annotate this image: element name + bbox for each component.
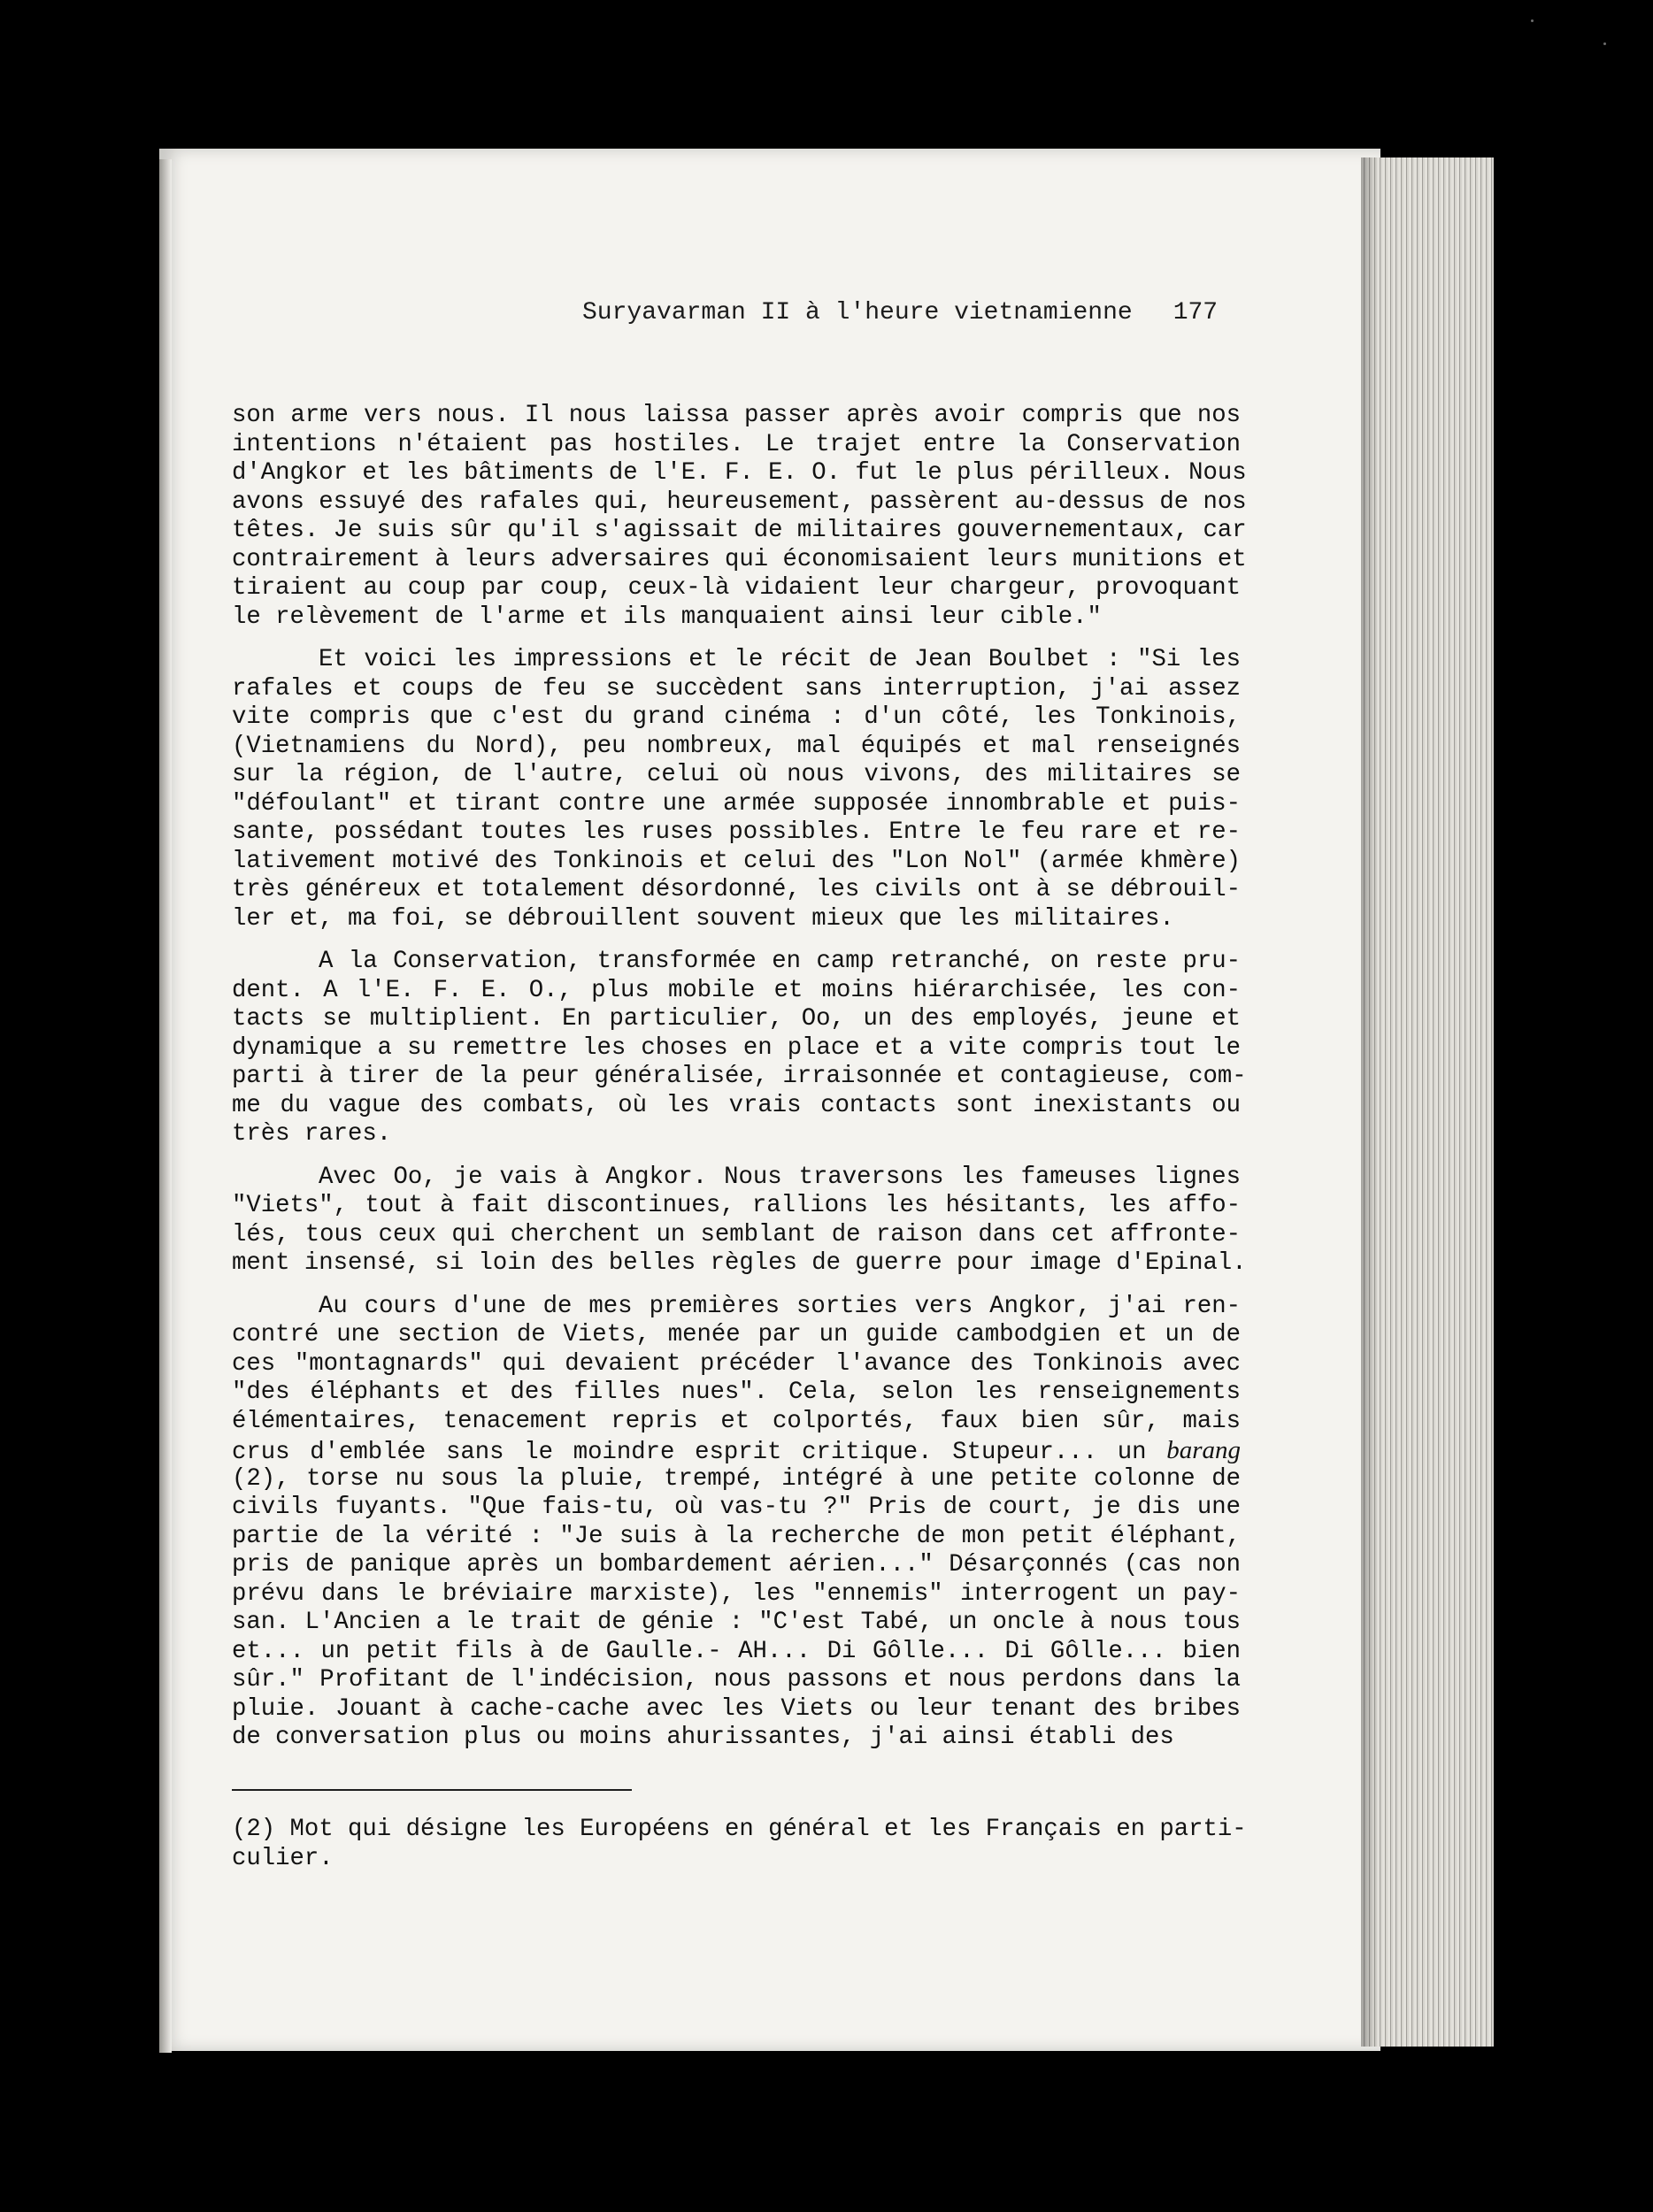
text-line: "défoulant" et tirant contre une armée supposée innombrable et puis-: [232, 789, 1241, 818]
text-line: ler et, ma foi, se débrouillent souvent mieux que les militaires.: [232, 904, 1174, 933]
body-text: [232, 402, 1247, 1753]
text-line: très rares.: [232, 1120, 392, 1148]
text-line: contré une section de Viets, menée par un guide cambodgien et un de: [232, 1321, 1241, 1348]
text-line: le relèvement de l'arme et ils manquaient ainsi leur cible.": [232, 603, 1102, 631]
text-line: lativement motivé des Tonkinois et celui des "Lon Nol" (armée khmère): [232, 847, 1241, 875]
text-line: rafales et coups de feu se succèdent sans interruption, j'ai assez: [232, 674, 1241, 703]
text-line: têtes. Je suis sûr qu'il s'agissait de militaires gouvernementaux, car: [232, 517, 1247, 544]
text-line: vite compris que c'est du grand cinéma : d'un côté, les Tonkinois,: [232, 703, 1241, 731]
footnote-line: (2) Mot qui désigne les Européens en général et les Français en parti-: [232, 1816, 1247, 1843]
text-line: parti à tirer de la peur généralisée, irraisonnée et contagieuse, com-: [232, 1063, 1247, 1090]
footnote: [232, 1816, 1247, 1873]
gutter-shadow: [159, 159, 172, 2053]
footnote-rule: [232, 1789, 632, 1791]
text-line: avons essuyé des rafales qui, heureusement, passèrent au-dessus de nos: [232, 488, 1247, 516]
text-line: dent. A l'E. F. E. O., plus mobile et moins hiérarchisée, les con-: [232, 976, 1241, 1004]
text-line: san. L'Ancien a le trait de génie : "C'est Tabé, un oncle à nous tous: [232, 1609, 1241, 1636]
text-line: son arme vers nous. Il nous laissa passer après avoir compris que nos: [232, 402, 1241, 429]
text-line: tiraient au coup par coup, ceux-là vidaient leur chargeur, provoquant: [232, 574, 1241, 602]
running-head: [582, 299, 1218, 326]
italic-term: barang: [1166, 1436, 1241, 1464]
text-line: [232, 646, 1241, 675]
text-run: crus d'emblée sans le moindre esprit critique. Stupeur... un: [232, 1439, 1167, 1466]
text-line: prévu dans le bréviaire marxiste), les "ennemis" interrogent un pay-: [232, 1579, 1241, 1608]
text-line: lés, tous ceux qui cherchent un semblant de raison dans cet affronte-: [232, 1220, 1241, 1248]
text-run: Avec Oo, je vais à Angkor. Nous traversons les fameuses lignes: [319, 1163, 1241, 1191]
text-line: élémentaires, tenacement repris et colportés, faux bien sûr, mais: [232, 1407, 1241, 1435]
text-line: [232, 948, 1241, 977]
text-line: sur la région, de l'autre, celui où nous vivons, des militaires se: [232, 761, 1241, 788]
text-line: [232, 1436, 1241, 1465]
text-line: pris de panique après un bombardement aérien..." Désarçonnés (cas non: [232, 1551, 1241, 1578]
text-line: sûr." Profitant de l'indécision, nous passons et nous perdons dans la: [232, 1666, 1241, 1694]
text-line: et... un petit fils à de Gaulle.- AH... Di Gôlle... Di Gôlle... bien: [232, 1637, 1241, 1665]
text-line: sante, possédant toutes les ruses possibles. Entre le feu rare et re-: [232, 818, 1241, 846]
text-line: ces "montagnards" qui devaient précéder l'avance des Tonkinois avec: [232, 1349, 1241, 1378]
text-line: contrairement à leurs adversaires qui économisaient leurs munitions et: [232, 545, 1247, 573]
text-line: "Viets", tout à fait discontinues, rallions les hésitants, les affo-: [232, 1192, 1241, 1219]
text-run: Et voici les impressions et le récit de Jean Boulbet : "Si les: [319, 646, 1241, 673]
text-line: intentions n'étaient pas hostiles. Le trajet entre la Conservation: [232, 430, 1241, 458]
text-line: [232, 1164, 1241, 1193]
text-line: dynamique a su remettre les choses en place et a vite compris tout le: [232, 1033, 1241, 1062]
text-line: très généreux et totalement désordonné, les civils ont à se débrouil-: [232, 876, 1241, 903]
text-line: me du vague des combats, où les vrais contacts sont inexistants ou: [232, 1091, 1241, 1119]
text-run: A la Conservation, transformée en camp retranché, on reste pru-: [319, 948, 1241, 975]
text-line: [232, 1293, 1241, 1322]
text-line: ment insensé, si loin des belles règles de guerre pour image d'Epinal.: [232, 1249, 1247, 1277]
edge-shadow: [1361, 157, 1379, 2047]
text-run: Au cours d'une de mes premières sorties vers Angkor, j'ai ren-: [319, 1292, 1241, 1320]
text-line: partie de la vérité : "Je suis à la recherche de mon petit éléphant,: [232, 1522, 1241, 1550]
text-line: de conversation plus ou moins ahurissantes, j'ai ainsi établi des: [232, 1724, 1174, 1751]
footnote-line: culier.: [232, 1844, 334, 1872]
scan-dust: [1603, 42, 1606, 45]
text-line: d'Angkor et les bâtiments de l'E. F. E. O. fut le plus périlleux. Nous: [232, 459, 1247, 487]
page-number: 177: [1172, 299, 1219, 326]
text-line: (2), torse nu sous la pluie, trempé, intégré à une petite colonne de: [232, 1464, 1241, 1493]
text-line: civils fuyants. "Que fais-tu, où vas-tu ?" Pris de court, je dis une: [232, 1494, 1241, 1521]
scan-dust: [1531, 19, 1534, 22]
running-head-title: Suryavarman II à l'heure vietnamienne: [582, 299, 1133, 326]
text-line: pluie. Jouant à cache-cache avec les Viets ou leur tenant des bribes: [232, 1694, 1241, 1723]
page-stack-edge: [1361, 157, 1494, 2047]
text-line: tacts se multiplient. En particulier, Oo, un des employés, jeune et: [232, 1005, 1241, 1033]
text-line: "des éléphants et des filles nues". Cela, selon les renseignements: [232, 1379, 1241, 1406]
text-line: (Vietnamiens du Nord), peu nombreux, mal équipés et mal renseignés: [232, 732, 1241, 760]
